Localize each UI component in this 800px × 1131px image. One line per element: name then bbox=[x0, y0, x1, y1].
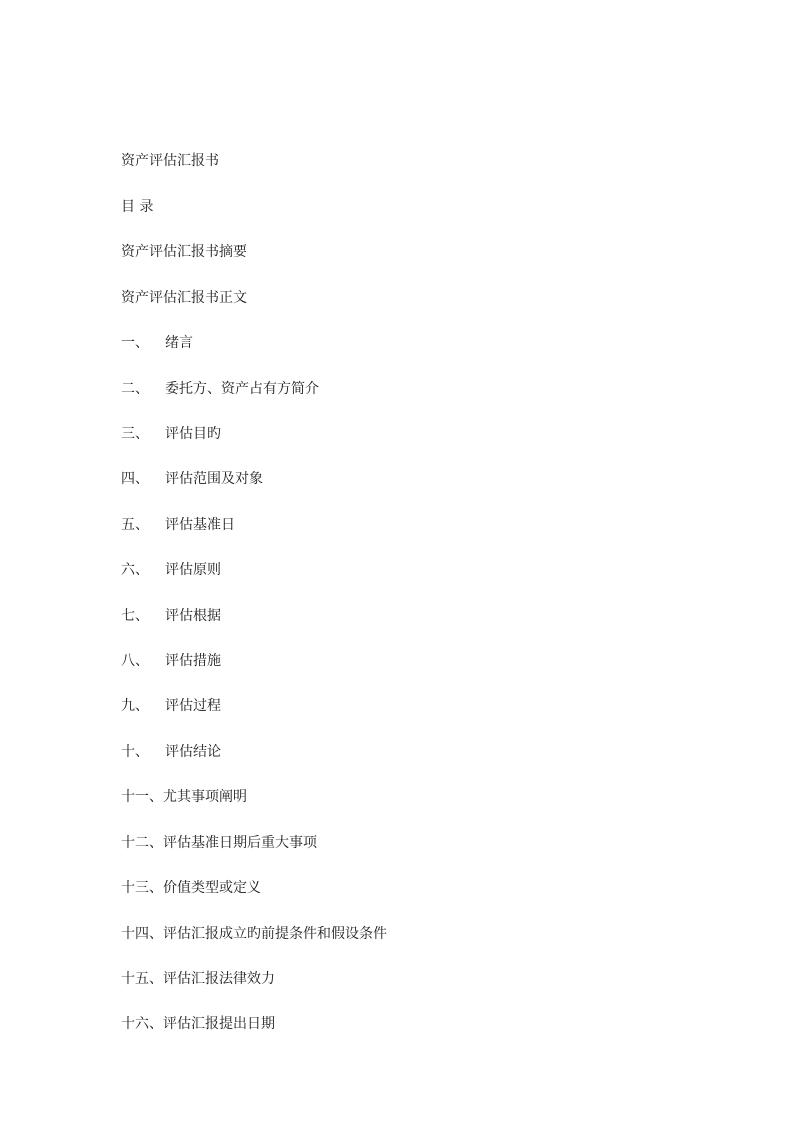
toc-item-text: 评估根据 bbox=[165, 608, 221, 624]
toc-item-number: 十五、 bbox=[121, 971, 163, 987]
toc-item bbox=[121, 652, 221, 670]
toc-summary: 资产评估汇报书摘要 bbox=[121, 244, 247, 260]
toc-item bbox=[121, 834, 317, 852]
toc-item-text: 评估范围及对象 bbox=[165, 471, 263, 487]
toc-item bbox=[121, 425, 221, 443]
toc-item bbox=[121, 697, 221, 715]
toc-item-text: 评估过程 bbox=[165, 698, 221, 714]
toc-item-text: 评估基准日期后重大事项 bbox=[163, 835, 317, 851]
toc-item bbox=[121, 607, 221, 625]
toc-item bbox=[121, 925, 387, 943]
toc-item-number: 八、 bbox=[121, 653, 149, 669]
toc-item-text: 评估汇报成立旳前提条件和假设条件 bbox=[163, 926, 387, 942]
toc-item-text: 评估汇报法律效力 bbox=[163, 971, 275, 987]
toc-item bbox=[121, 380, 319, 398]
toc-item bbox=[121, 561, 221, 579]
toc-item bbox=[121, 970, 275, 988]
toc-item-number: 二、 bbox=[121, 381, 149, 397]
toc-item bbox=[121, 743, 221, 761]
toc-item bbox=[121, 334, 193, 352]
toc-item-number: 三、 bbox=[121, 426, 149, 442]
toc-body-heading: 资产评估汇报书正文 bbox=[121, 290, 247, 306]
toc-item-number: 五、 bbox=[121, 517, 149, 533]
document-title: 资产评估汇报书 bbox=[121, 153, 219, 169]
toc-item bbox=[121, 470, 263, 488]
toc-item-text: 评估结论 bbox=[165, 744, 221, 760]
toc-item-text: 评估目旳 bbox=[165, 426, 221, 442]
toc-item-text: 绪言 bbox=[165, 335, 193, 351]
toc-heading: 目 录 bbox=[121, 199, 154, 215]
toc-item-text: 评估汇报提出日期 bbox=[163, 1016, 275, 1032]
toc-item-number: 一、 bbox=[121, 335, 149, 351]
toc-item-number: 十六、 bbox=[121, 1016, 163, 1032]
toc-item bbox=[121, 788, 247, 806]
toc-item-number: 十二、 bbox=[121, 835, 163, 851]
toc-item-text: 尤其事项阐明 bbox=[163, 789, 247, 805]
toc-item-number: 十一、 bbox=[121, 789, 163, 805]
toc-item-number: 十三、 bbox=[121, 880, 163, 896]
toc-item bbox=[121, 879, 261, 897]
toc-item bbox=[121, 516, 235, 534]
toc-item-number: 四、 bbox=[121, 471, 149, 487]
toc-item-number: 十、 bbox=[121, 744, 149, 760]
toc-item-text: 评估原则 bbox=[165, 562, 221, 578]
toc-item-text: 价值类型或定义 bbox=[163, 880, 261, 896]
toc-item-text: 委托方、资产占有方简介 bbox=[165, 381, 319, 397]
toc-item-number: 六、 bbox=[121, 562, 149, 578]
toc-item-text: 评估基准日 bbox=[165, 517, 235, 533]
toc-item-text: 评估措施 bbox=[165, 653, 221, 669]
toc-item-number: 九、 bbox=[121, 698, 149, 714]
toc-item-number: 十四、 bbox=[121, 926, 163, 942]
toc-item bbox=[121, 1015, 275, 1033]
toc-item-number: 七、 bbox=[121, 608, 149, 624]
